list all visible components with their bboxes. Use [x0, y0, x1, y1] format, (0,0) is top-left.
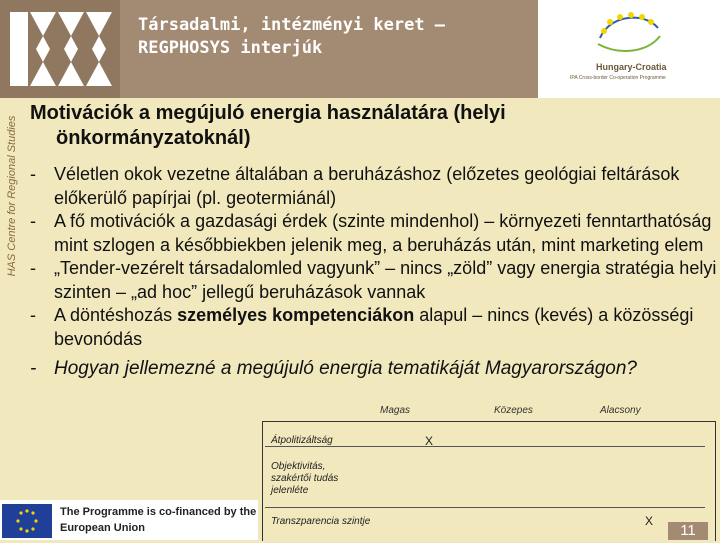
list-item: - A fő motivációk a gazdasági érdek (szinte mindenhol) – környezeti fenntarthatóság mint szlogen a későbbiekben jelenik meg, a beruházás után, mint marketing elem — [30, 211, 712, 255]
list-item: - „Tender-vezérelt társadalomled vagyunk” – nincs „zöld” vagy energia stratégia helyi szinten – „ad hoc” jellegű beruházások vannak — [30, 258, 717, 302]
column-header: Magas — [380, 405, 411, 416]
header-bar — [0, 0, 720, 98]
side-caption: HAS Centre for Regional Studies — [6, 115, 18, 277]
column-header: Alacsony — [600, 405, 641, 416]
page-number: 11 — [668, 522, 708, 540]
table-row: Transzparencia szintje X — [271, 514, 654, 528]
list-item: - Hogyan jellemezné a megújuló energia tematikáját Magyarországon? — [30, 358, 637, 379]
footer-cofinance — [0, 500, 258, 540]
rating-table — [262, 405, 720, 540]
eu-stars-ring-icon — [590, 8, 666, 58]
partner-title: Hungary-Croatia — [596, 62, 667, 72]
list-item: - Véletlen okok vezetne általában a beruházáshoz (előzetes geológiai feltárások előkerülő papírjai (pl. geotermiánál) — [30, 164, 680, 208]
table-row: Objektivitás, szakértői tudás jelenléte — [265, 447, 705, 508]
footer-line: The Programme is co-financed by the — [60, 506, 257, 518]
list-item: - A döntéshozás személyes kompetenciákon alapul – nincs (kevés) a közösségi bevonódás — [30, 305, 694, 349]
column-header: Közepes — [494, 405, 533, 416]
eu-flag-icon — [2, 504, 52, 538]
footer-line: European Union — [60, 522, 145, 534]
page-title: Társadalmi, intézményi keret – REGPHOSYS interjúk — [138, 15, 446, 58]
partner-subtitle: IPA Cross-border Co-operation Programme — [570, 75, 666, 81]
table-frame — [262, 421, 716, 541]
rkk-logo-icon — [0, 0, 120, 98]
slide-heading: Motivációk a megújuló energia használatára (helyi önkormányzatoknál) — [30, 102, 506, 149]
table-row: Átpolitizáltság X — [265, 422, 705, 447]
bullet-list — [30, 163, 720, 381]
partner-logo — [538, 0, 720, 98]
